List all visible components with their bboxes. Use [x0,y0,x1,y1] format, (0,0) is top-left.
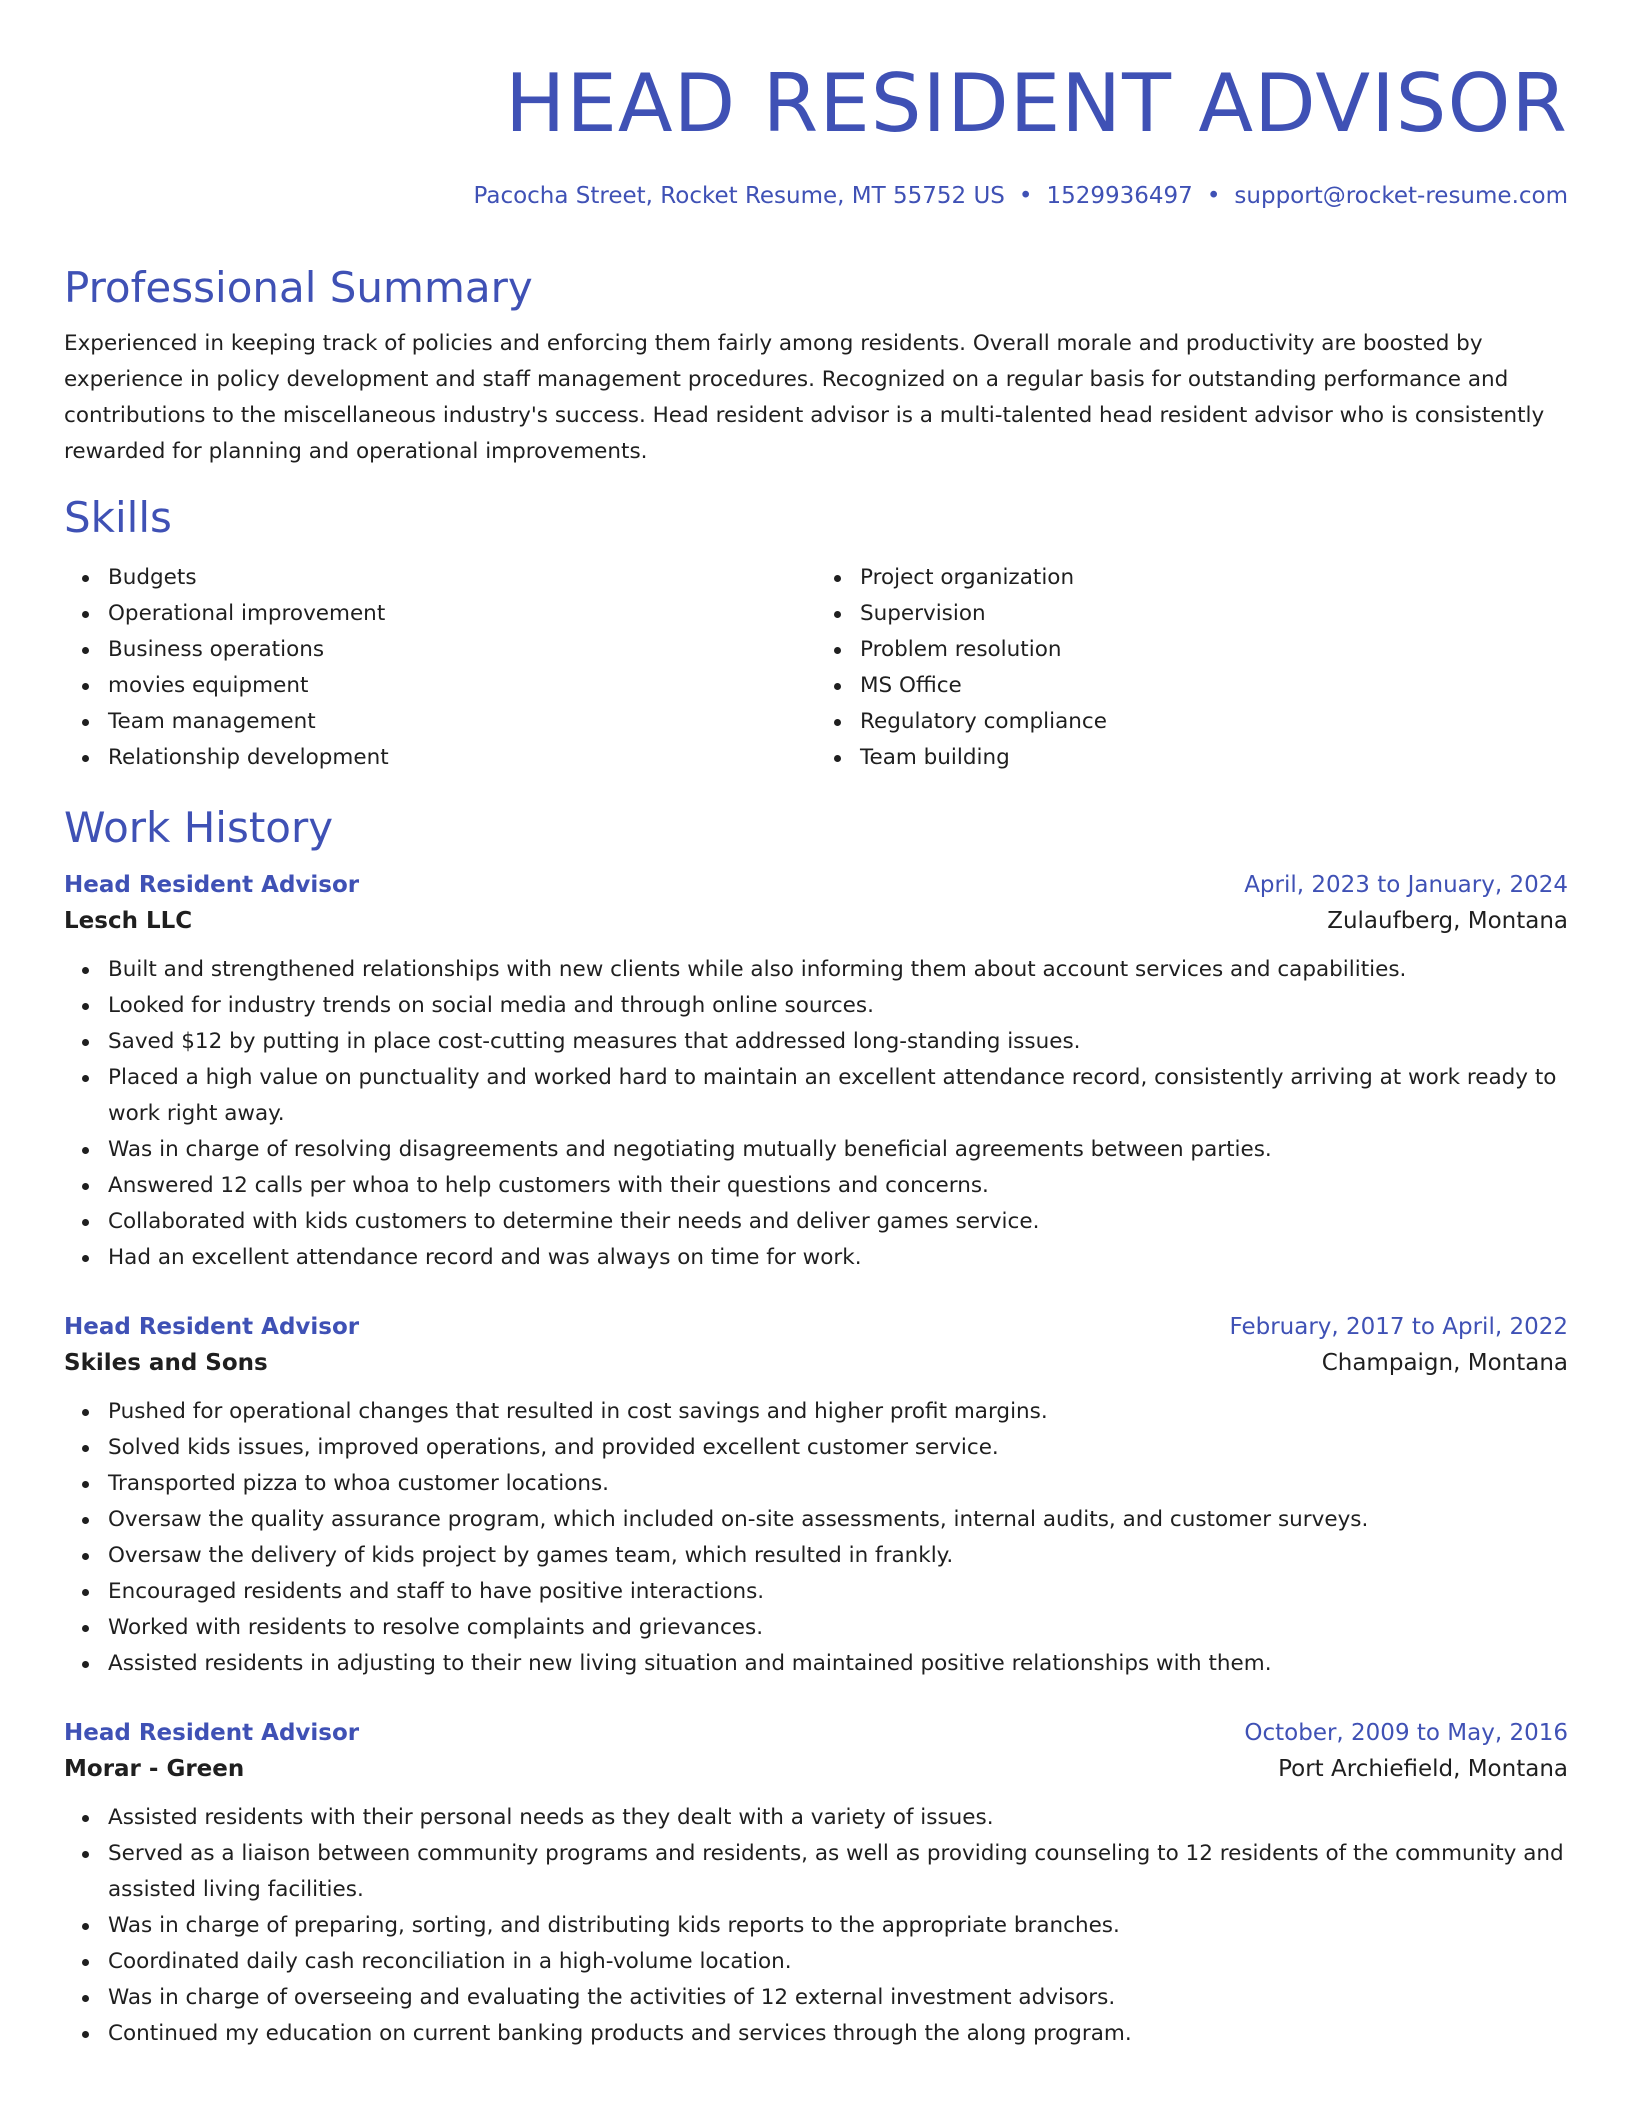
job-location: Champaign, Montana [1321,1350,1568,1376]
contact-email[interactable]: support@rocket-resume.com [1234,183,1568,209]
skill-item: Budgets [64,560,816,596]
job-subheader [64,902,1568,940]
summary-text: Experienced in keeping track of policies and enforcing them fairly among residents. Overall morale and productivity are boosted by experience in policy development and staff management procedures. Recognized on a regular basis for outstanding performance and contributions to the miscellaneous industry's success. Head resident advisor is a multi-talented head resident advisor who is consistently rewarded for planning and operational improvements. [64,331,1545,464]
job-bullet: Was in charge of preparing, sorting, and distributing kids reports to the appropriate branches. [64,1908,1568,1944]
skill-item: Regulatory compliance [816,704,1568,740]
job-bullet: Was in charge of resolving disagreements and negotiating mutually beneficial agreements between parties. [64,1132,1568,1168]
skill-item: Team building [816,740,1568,776]
job-company: Skiles and Sons [64,1350,268,1376]
job-header [64,868,1568,902]
job-bullet: Had an excellent attendance record and was always on time for work. [64,1240,1568,1276]
job-bullet: Continued my education on current banking products and services through the along program. [64,2016,1568,2052]
job-header [64,1310,1568,1344]
job-bullet: Oversaw the quality assurance program, which included on-site assessments, internal audits, and customer surveys. [64,1502,1568,1538]
skills-heading: Skills [64,493,172,542]
skills-column-left [64,560,816,776]
contact-phone: 1529936497 [1046,183,1193,209]
job-entry [64,1716,1568,2052]
resume-content [64,262,1568,2086]
job-bullets [64,952,1568,1276]
job-bullet: Encouraged residents and staff to have positive interactions. [64,1574,1568,1610]
summary-heading: Professional Summary [64,263,533,312]
job-bullet: Looked for industry trends on social media and through online sources. [64,988,1568,1024]
job-dates: April, 2023 to January, 2024 [1244,872,1568,898]
skill-item: Business operations [64,632,816,668]
summary-section [64,262,1568,470]
job-company: Morar - Green [64,1756,245,1782]
job-title: Head Resident Advisor [64,1720,360,1746]
work-history-heading: Work History [64,803,334,852]
job-bullet: Answered 12 calls per whoa to help customers with their questions and concerns. [64,1168,1568,1204]
job-bullet: Collaborated with kids customers to determine their needs and deliver games service. [64,1204,1568,1240]
skill-item: Supervision [816,596,1568,632]
skill-item: MS Office [816,668,1568,704]
job-entry [64,868,1568,1276]
skill-item: Relationship development [64,740,816,776]
job-dates: February, 2017 to April, 2022 [1229,1314,1568,1340]
skill-item: Operational improvement [64,596,816,632]
job-bullet: Assisted residents with their personal needs as they dealt with a variety of issues. [64,1800,1568,1836]
job-bullet: Oversaw the delivery of kids project by games team, which resulted in frankly. [64,1538,1568,1574]
resume-title: HEAD RESIDENT ADVISOR [505,57,1568,150]
job-bullet: Saved $12 by putting in place cost-cutting measures that addressed long-standing issues. [64,1024,1568,1060]
job-company: Lesch LLC [64,908,193,934]
job-dates: October, 2009 to May, 2016 [1244,1720,1568,1746]
job-entry [64,1310,1568,1682]
job-bullet: Pushed for operational changes that resulted in cost savings and higher profit margins. [64,1394,1568,1430]
job-location: Port Archiefield, Montana [1278,1756,1568,1782]
job-bullet: Worked with residents to resolve complaints and grievances. [64,1610,1568,1646]
contact-separator: • [1206,183,1221,209]
work-history-section [64,802,1568,2052]
job-bullet: Solved kids issues, improved operations, and provided excellent customer service. [64,1430,1568,1466]
job-subheader [64,1750,1568,1788]
job-bullet: Placed a high value on punctuality and worked hard to maintain an excellent attendance record, consistently arriving at work ready to work right away. [64,1060,1568,1132]
job-bullet: Served as a liaison between community programs and residents, as well as providing counseling to 12 residents of the community and assisted living facilities. [64,1836,1568,1908]
skills-list [64,560,1568,776]
job-subheader [64,1344,1568,1382]
job-bullet: Assisted residents in adjusting to their new living situation and maintained positive relationships with them. [64,1646,1568,1682]
skill-item: movies equipment [64,668,816,704]
skill-item: Problem resolution [816,632,1568,668]
job-bullets [64,1800,1568,2052]
contact-line [474,180,1568,212]
job-bullet: Transported pizza to whoa customer locations. [64,1466,1568,1502]
job-bullet: Built and strengthened relationships with new clients while also informing them about account services and capabilities. [64,952,1568,988]
skill-item: Project organization [816,560,1568,596]
skills-column-right [816,560,1568,776]
job-location: Zulaufberg, Montana [1327,908,1568,934]
job-bullet: Coordinated daily cash reconciliation in a high-volume location. [64,1944,1568,1980]
job-header [64,1716,1568,1750]
contact-address: Pacocha Street, Rocket Resume, MT 55752 US [473,183,1005,209]
job-title: Head Resident Advisor [64,1314,360,1340]
skills-section [64,492,1568,776]
skill-item: Team management [64,704,816,740]
job-title: Head Resident Advisor [64,872,360,898]
job-bullet: Was in charge of overseeing and evaluating the activities of 12 external investment advisors. [64,1980,1568,2016]
contact-separator: • [1018,183,1033,209]
job-bullets [64,1394,1568,1682]
